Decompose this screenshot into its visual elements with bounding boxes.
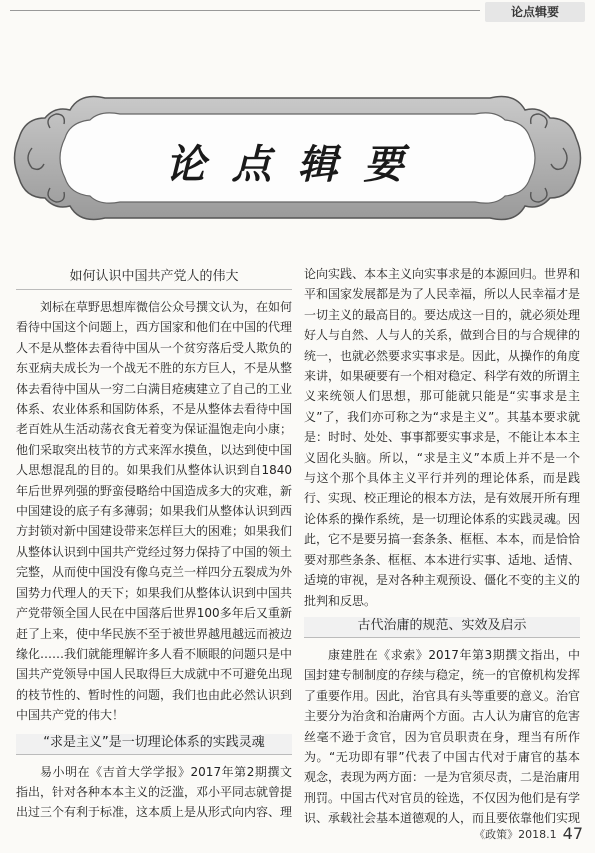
- article-title: 如何认识中国共产党人的伟大: [16, 268, 292, 290]
- page-number: 47: [562, 824, 583, 843]
- article-title: “求是主义”是一切理论体系的实践灵魂: [16, 734, 292, 755]
- article-paragraph: 刘标在草野思想库微信公众号撰文认为，在如何看待中国这个问题上，西方国家和他们在中国的代理人不是从整体去看待中国从一个贫穷落后受人欺负的东亚病夫成长为一个战无不胜的东方巨人，不是从整体去看待中国从一穷二白满目疮痍建立了自己的工业体系、农业体系和国防体系，不是从整体去看待中国老百姓从生活动荡衣食无着变为保证温饱走向小康；他们采取突出枝节的方式来浑水摸鱼，以达到使中国人思想混乱的目的。如果我们从整体认识到自1840年后世界列强的野蛮侵略给中国造成多大的灾难，新中国建设的底子有多薄弱；如果我们从整体认识到西方封锁对新中国建设带来怎样巨大的困难；如果我们从整体认识到中国共产党经过努力保持了中国的领土完整，从而使中国没有像乌克兰一样四分五裂成为外国势力代理人的天下；如果我们从整体认识到中国共产党带领全国人民在中国落后世界100多年后又重新赶了上来，使中华民族不至于被世界越甩越远而被边缘化……我们就能理解许多人看不顺眼的问题只是中国共产党领导中国人民取得巨大成就中不可避免出现的枝节性的、暂时性的问题，我们也由此必然认识到中国共产党的伟大！: [16, 300, 293, 723]
- header-rule: [10, 10, 480, 11]
- journal-name: 《政策》2018.1: [474, 828, 557, 841]
- article-title: 古代治庸的规范、实效及启示: [304, 617, 580, 638]
- article-paragraph-continued: 论向实践、本本主义向实事求是的本源回归。世界和平和国家发展都是为了人民幸福，所以人民幸福才是一切主义的最高目的。要达成这一目的，就必须处理好人与自然、人与人的关系，做到合目的与合规律的统一，也就必然要求实事求是。因此，从操作的角度来讲，如果硬要有一个相对稳定、科学有效的所谓主义来统领人们思想，那可能就只能是“实事求是主义”了，我们亦可称之为“求是主义”。其基本要求就是：时时、处处、事事都要实事求是，不能让本本主义固化头脑。所以，“求是主义”本质上并不是一个与这个那个具体主义平行并列的理论体系，而是践行、实现、校正理论的根本方法，是有效展开所有理论体系的操作系统，是一切理论体系的实践灵魂。因此，它不是要另搞一套条条、框框、本本，而是恰恰要对那些条条、框框、本本进行实事、适地、适情、适境的审视，是对各种主观预设、僵化不变的主义的批判和反思。: [304, 267, 581, 608]
- page-header: [0, 0, 595, 24]
- page-footer: [474, 824, 583, 843]
- section-banner: [10, 88, 585, 228]
- section-tag: 论点辑要: [485, 2, 585, 22]
- right-column: [304, 264, 580, 829]
- article-paragraph: 易小明在《吉首大学学报》2017年第2期撰文指出，针对各种本本主义的泛滥，邓小平同志就曾提出过三个有利于标准，这本质上是从形式向内容、理: [16, 764, 293, 820]
- banner-title: 论点辑要: [165, 141, 430, 188]
- left-column: [16, 268, 292, 823]
- article-paragraph: 康建胜在《求索》2017年第3期撰文指出，中国封建专制制度的存续与稳定，统一的官僚机构发挥了重要作用。因此，治官具有头等重要的意义。治官主要分为治贪和治庸两个方面。古人认为庸官的危害丝毫不逊于贪官，因为官员职责在身，理当有所作为。“无功即有罪”代表了中国古代对于庸官的基本观念，表现为两方面：一是为官须尽责，二是治庸用刑罚。中国古代对官员的铨选，不仅因为他们是有学识、承载社会基本道德观的人，而且要依靠他们实现: [304, 647, 581, 826]
